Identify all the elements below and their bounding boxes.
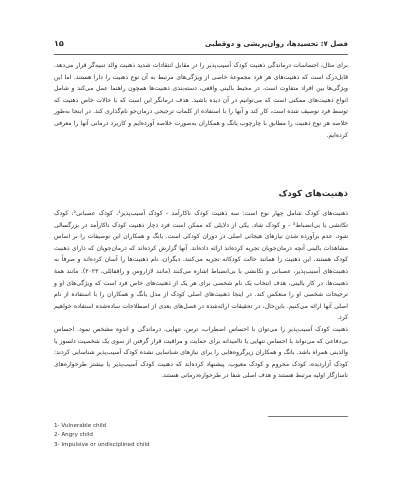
intro-paragraph-block [54, 60, 348, 141]
footnotes [54, 422, 150, 450]
chapter-title: فصل ۷: تحسیدها، روان‌پریشی و دوقطبی [204, 40, 348, 48]
footnote: 3- Impulsive or undisciplined child [54, 441, 150, 448]
body-paragraph: ذهنیت کودک آسیب‌پذیر را می‌توان با احساس اضطراب، ترس، تنهایی، درماندگی و اندوه مشخص نمود. احساس بی‌دفاعی که می‌تواند با احساس تنهایی یا ناامیدانه برای حمایت و مراقبت قرار گرفتن از سوی یک شخصیت دلسوز یا والدینی همراه باشد. یانگ و همکاران زیرگروه‌هایی را برای نیازهای شناسایی نشده کودک آسیب‌پذیر شناسایی کردند: کودک آزاردیده، کودک محروم و کودک معیوب. پیشنهاد کرده‌اند که ذهنیت کودک آسیب‌پذیر یا بیشتر طرحواره‌های ناسازگار اولیه مرتبط هستند و هدف اصلی شفا در طرحواره‌درمانی هستند. [54, 325, 348, 380]
footnote: 1- Vulnerable child [54, 423, 107, 429]
footnote-divider [268, 416, 348, 417]
section-body [54, 208, 348, 382]
footnote: 2- Angry child [54, 432, 93, 439]
running-header [54, 40, 348, 52]
body-paragraph: برای مثال، احساسات درماندگی ذهنیت کودک آسیب‌پذیر را در مقابل انتقادات شدید ذهنیت والد تنبیه‌گر قرار می‌دهد. قابل‌درک است که ذهنیت‌های هر فرد مجموعهٔ خاصی از ویژگی‌های مرتبط به آن نوع ذهنیت را دارا هستند. اما این ویژگی‌ها بین افراد متفاوت است. در محیط بالینی واقعی، دسته‌بندی ذهنیت‌ها همچون راهنما عمل می‌کند و شامل انواع ذهنیت‌های ممکنی است که می‌توانیم در آن دیده باشید. هدف درمانگر این است که با حالات خاص ذهنیت که توسط فرد توصیف شده است، کار کند و آنها را با استفاده از کلمات ترجیحی درمان‌جو نام‌گذاری کند. در اینجا به‌طور خلاصه هر نوع ذهنیت را مطابق با چارچوب یانگ و همکاران به‌صورت خلاصه آورده‌ایم و کاربرد درمانی آنها را معرفی کرده‌ایم. [54, 62, 348, 139]
header-divider [54, 54, 348, 55]
section-heading: ذهنیت‌های کودک [278, 189, 348, 199]
page-number: ۱۵ [54, 39, 64, 48]
body-paragraph: ذهنیت‌های کودک شامل چهار نوع است: سه ذهنیت کودک ناکارآمد - کودک آسیب‌پذیر¹، کودک عصبانی²، کودک تکانشی یا بی‌انضباط³ - و کودک شاد. یکی از دلایلی که ممکن است فرد دچار ذهنیت کودک ناکارآمد در بزرگسالی شود، عدم برآورده شدن نیازهای هیجانی اصلی در دوران کودکی است. یانگ و همکاران این توصیفات را بر اساس مشاهدات بالینی آنچه درمان‌جویان تجربه کرده‌اند ارائه داده‌اند. آنها گزارش کرده‌اند که درمان‌جویان که دارای ذهنیت کودک هستند، این ذهنیت را همانند حالت کودکانه تجربه می‌کنند. دیگران، نام ذهنیت‌ها را آسان کرده‌اند و صرفاً به ذهنیت‌های آسیب‌پذیر، عصبانی و تکانشی یا بی‌انضباط اشاره می‌کنند (مانند لازاروس و راففائلی، ۲۰۲۳). مانند همهٔ ذهنیت‌ها، در کار بالینی، هدف انتخاب یک نام شخصی برای هر یک از ذهنیت‌های خاص فرد است که ویژگی‌های او و ترجیحات شخصی او را منعکس کند. در اینجا ذهنیت‌های اصلی کودک از مدل یانگ و همکاران را با استفاده از نام اصلی آنها ارائه می‌کنیم. باین‌حال، در تحقیقات ارائه‌شده در فصل‌های بعدی از اصطلاحات ساده‌شده استفاده خواهیم کرد. [54, 210, 349, 322]
